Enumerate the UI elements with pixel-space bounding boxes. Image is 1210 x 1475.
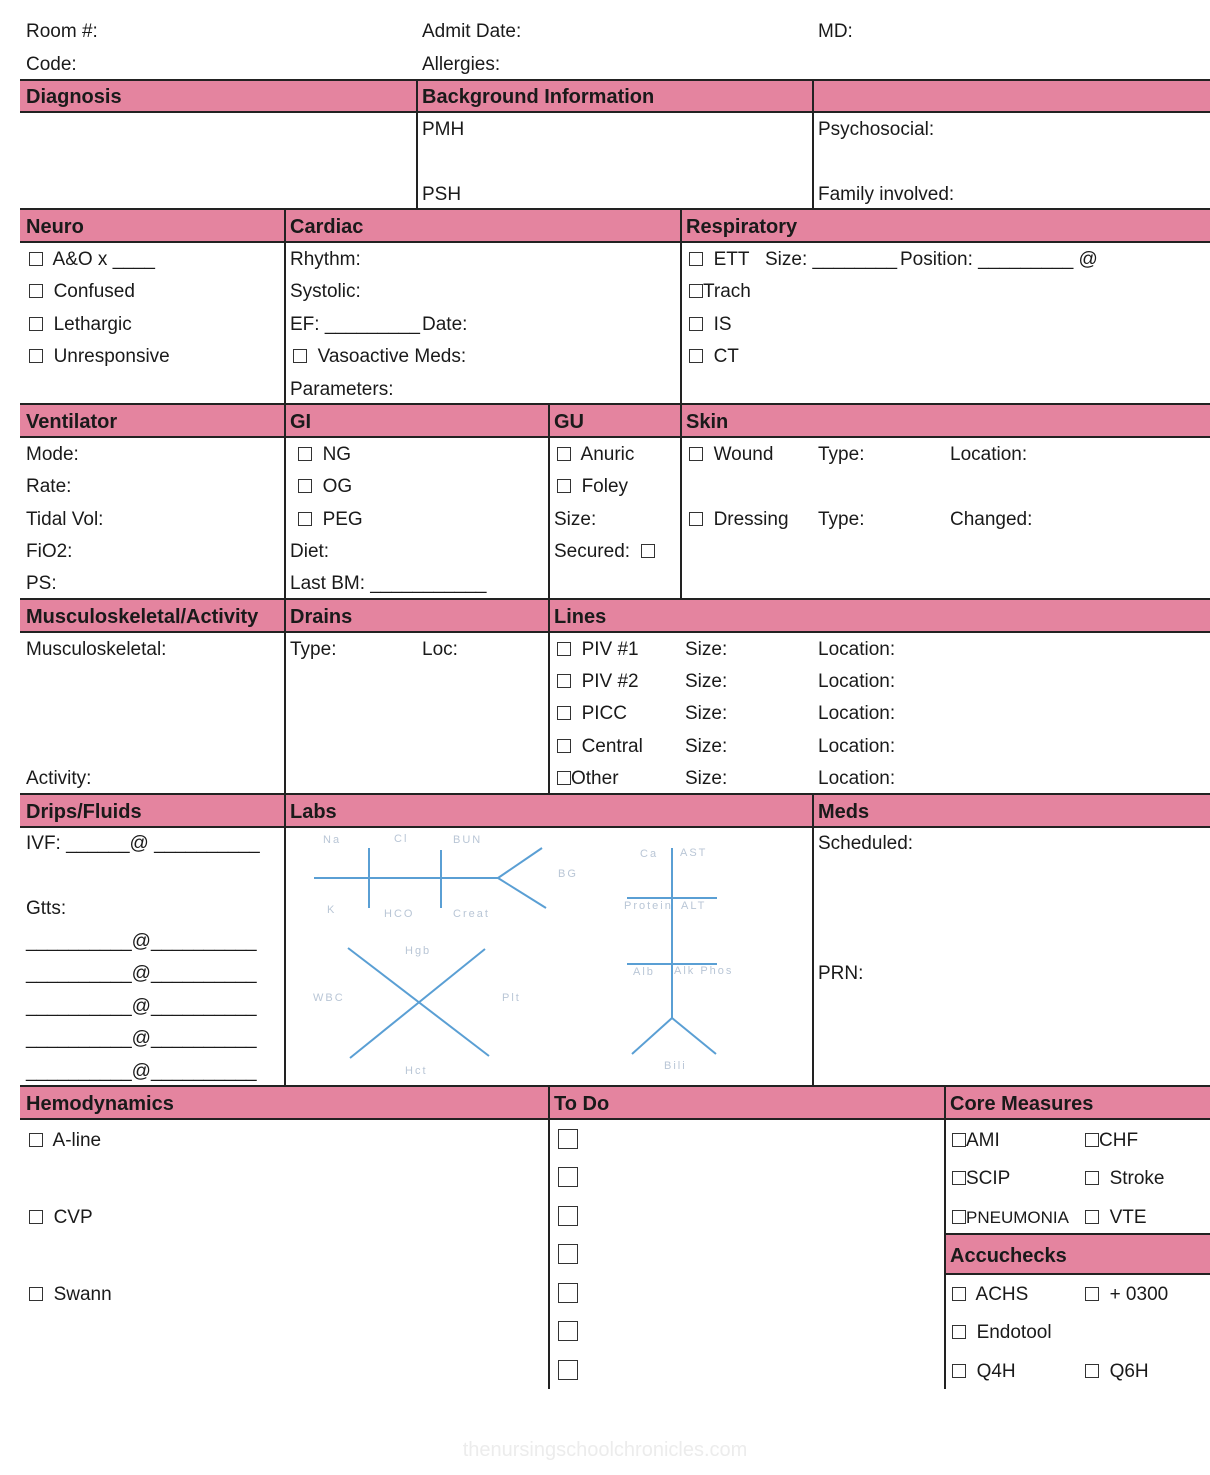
bmp-arm [498, 878, 546, 908]
checkbox[interactable] [557, 674, 571, 688]
lab-alt: ALT [681, 900, 707, 912]
anuric-item[interactable]: Anuric [557, 444, 634, 466]
gtts-line: __________@__________ [26, 963, 257, 984]
checkbox[interactable] [298, 479, 312, 493]
lab-alb: Alb [633, 966, 655, 978]
divider [812, 80, 814, 209]
heading-skin: Skin [686, 411, 729, 433]
gtts-label: Gtts: [26, 898, 67, 919]
heading-drips: Drips/Fluids [26, 801, 142, 823]
lab-hco3: HCO [384, 908, 415, 920]
room-label: Room #: [26, 21, 98, 42]
dressing-type-label: Type: [818, 509, 865, 530]
systolic-label: Systolic: [290, 281, 361, 302]
vent-fio2: FiO2: [26, 541, 73, 562]
heading-todo: To Do [554, 1093, 610, 1115]
lft-line [632, 1018, 672, 1054]
heading-musculoskeletal: Musculoskeletal/Activity [26, 606, 259, 628]
checkbox[interactable] [689, 349, 703, 363]
checkbox[interactable] [298, 447, 312, 461]
checkbox[interactable] [557, 479, 571, 493]
rhythm-label: Rhythm: [290, 249, 361, 270]
lab-plt: Plt [502, 992, 521, 1004]
lab-ca: Ca [640, 848, 659, 860]
neuro-item[interactable]: Unresponsive [29, 346, 170, 368]
lab-k: K [327, 904, 337, 916]
last-bm-label: Last BM: ___________ [290, 573, 487, 594]
lab-bili: Bili [664, 1060, 687, 1072]
parameters-label: Parameters: [290, 379, 394, 400]
checkbox[interactable] [29, 317, 43, 331]
line-item[interactable]: Other [557, 768, 619, 790]
ett-item[interactable]: ETT [689, 249, 749, 271]
line-size: Size: [685, 768, 728, 789]
checkbox[interactable] [689, 284, 703, 298]
line-size: Size: [685, 736, 728, 757]
lab-na: Na [323, 834, 342, 846]
gtts-line: __________@__________ [26, 996, 257, 1017]
line-location: Location: [818, 703, 896, 724]
checkbox[interactable] [557, 771, 571, 785]
heading-gu: GU [554, 411, 584, 433]
divider [680, 210, 682, 600]
drain-loc-label: Loc: [422, 639, 458, 660]
gu-secured[interactable]: Secured: [554, 541, 655, 563]
lab-wbc: WBC [313, 992, 345, 1004]
checkbox[interactable] [952, 1133, 966, 1147]
rule [20, 436, 1210, 438]
musculoskeletal-label: Musculoskeletal: [26, 639, 167, 660]
stroke-item[interactable]: Stroke [1085, 1168, 1164, 1190]
checkbox[interactable] [29, 284, 43, 298]
dressing-changed-label: Changed: [950, 509, 1033, 530]
allergies-label: Allergies: [422, 54, 501, 75]
divider [284, 210, 286, 600]
line-size: Size: [685, 703, 728, 724]
md-label: MD: [818, 21, 853, 42]
line-size: Size: [685, 671, 728, 692]
lab-alkphos: Alk Phos [674, 965, 734, 977]
checkbox[interactable] [293, 349, 307, 363]
todo-checkbox[interactable] [558, 1283, 578, 1303]
og-item[interactable]: OG [298, 476, 352, 498]
swann-item[interactable]: Swann [29, 1284, 112, 1306]
footer-watermark: thenursingschoolchronicles.com [462, 1439, 748, 1461]
vasoactive-item[interactable]: Vasoactive Meds: [293, 346, 466, 368]
ef-date-label: Date: [422, 314, 468, 335]
header-band-5 [20, 795, 1210, 827]
rule [20, 241, 1210, 243]
gu-size-label: Size: [554, 509, 597, 530]
line-size: Size: [685, 639, 728, 660]
heading-cardiac: Cardiac [290, 216, 364, 238]
vent-ps: PS: [26, 573, 57, 594]
divider [548, 1087, 550, 1389]
todo-checkbox[interactable] [558, 1206, 578, 1226]
q4h-item[interactable]: Q4H [952, 1361, 1016, 1383]
rule [20, 598, 1210, 600]
checkbox[interactable] [29, 252, 43, 266]
trach-item[interactable]: Trach [689, 281, 751, 303]
vte-item[interactable]: VTE [1085, 1207, 1147, 1229]
todo-checkbox[interactable] [558, 1167, 578, 1187]
checkbox[interactable] [952, 1210, 966, 1224]
gtts-line: __________@__________ [26, 1061, 257, 1082]
wound-item[interactable]: Wound [689, 444, 773, 466]
dressing-item[interactable]: Dressing [689, 509, 789, 531]
checkbox[interactable] [1085, 1364, 1099, 1378]
checkbox[interactable] [1085, 1210, 1099, 1224]
psychosocial-label: Psychosocial: [818, 119, 935, 140]
endotool-item[interactable]: Endotool [952, 1322, 1052, 1344]
vent-rate: Rate: [26, 476, 72, 497]
wound-type-label: Type: [818, 444, 865, 465]
plus0300-item[interactable]: + 0300 [1085, 1284, 1168, 1306]
rule [20, 111, 1210, 113]
chf-item[interactable]: CHF [1085, 1130, 1138, 1152]
lab-protein: Protein [624, 900, 673, 912]
todo-checkbox[interactable] [558, 1244, 578, 1264]
foley-item[interactable]: Foley [557, 476, 628, 498]
prn-label: PRN: [818, 963, 864, 984]
neuro-item[interactable]: Lethargic [29, 314, 132, 336]
family-label: Family involved: [818, 184, 955, 205]
heading-lines: Lines [554, 606, 607, 628]
lab-bun: BUN [453, 834, 483, 846]
checkbox[interactable] [952, 1325, 966, 1339]
rule [20, 1085, 1210, 1087]
heading-labs: Labs [290, 801, 337, 823]
pneumonia-item[interactable]: PNEUMONIA [952, 1207, 1069, 1229]
cvp-item[interactable]: CVP [29, 1207, 93, 1229]
checkbox[interactable] [29, 1133, 43, 1147]
heading-accuchecks: Accuchecks [950, 1245, 1067, 1267]
achs-item[interactable]: ACHS [952, 1284, 1028, 1306]
lab-ast: AST [680, 847, 708, 859]
ett-size-label: Size: ________ [765, 249, 898, 270]
checkbox[interactable] [1085, 1171, 1099, 1185]
vent-tidal: Tidal Vol: [26, 509, 104, 530]
psh-label: PSH [422, 184, 462, 205]
todo-checkbox[interactable] [558, 1129, 578, 1149]
line-item[interactable]: PIV #1 [557, 639, 639, 661]
lab-bg: BG [558, 868, 578, 880]
header-band-3 [20, 405, 1210, 437]
checkbox[interactable] [1085, 1287, 1099, 1301]
gtts-line: __________@__________ [26, 931, 257, 952]
todo-checkbox[interactable] [558, 1360, 578, 1380]
line-location: Location: [818, 736, 896, 757]
todo-checkbox[interactable] [558, 1321, 578, 1341]
neuro-item[interactable]: Confused [29, 281, 135, 303]
heading-background: Background Information [422, 86, 655, 108]
ct-item[interactable]: CT [689, 346, 739, 368]
checkbox[interactable] [1085, 1133, 1099, 1147]
lab-fishbone-diagrams [286, 828, 811, 1084]
neuro-item[interactable]: A&O x ____ [29, 249, 155, 271]
checkbox[interactable] [689, 447, 703, 461]
checkbox[interactable] [29, 349, 43, 363]
lab-creat: Creat [453, 908, 490, 920]
ef-label: EF: _________ [290, 314, 420, 335]
ivf-label: IVF: ______@ __________ [26, 833, 260, 854]
rule [20, 79, 1210, 81]
rule [20, 208, 1210, 210]
code-label: Code: [26, 54, 77, 75]
checkbox[interactable] [29, 1287, 43, 1301]
gtts-line: __________@__________ [26, 1028, 257, 1049]
lab-hct: Hct [405, 1065, 428, 1077]
ami-item[interactable]: AMI [952, 1130, 1000, 1152]
checkbox[interactable] [557, 447, 571, 461]
line-item[interactable]: PIV #2 [557, 671, 639, 693]
heading-diagnosis: Diagnosis [26, 86, 122, 108]
heading-hemodynamics: Hemodynamics [26, 1093, 174, 1115]
rule [20, 1118, 1210, 1120]
divider [548, 405, 550, 795]
rule [20, 793, 1210, 795]
divider [416, 80, 418, 209]
lab-cl: Cl [394, 833, 409, 845]
rule [945, 1273, 1210, 1275]
divider [812, 795, 814, 1087]
rule [20, 403, 1210, 405]
checkbox[interactable] [952, 1171, 966, 1185]
line-location: Location: [818, 671, 896, 692]
line-location: Location: [818, 639, 896, 660]
line-location: Location: [818, 768, 896, 789]
checkbox[interactable] [641, 544, 655, 558]
checkbox[interactable] [952, 1364, 966, 1378]
rule [20, 631, 1210, 633]
checkbox[interactable] [29, 1210, 43, 1224]
ng-item[interactable]: NG [298, 444, 351, 466]
is-item[interactable]: IS [689, 314, 732, 336]
pmh-label: PMH [422, 119, 465, 140]
q6h-item[interactable]: Q6H [1085, 1361, 1149, 1383]
drain-type-label: Type: [290, 639, 337, 660]
divider [944, 1087, 946, 1389]
scip-item[interactable]: SCIP [952, 1168, 1010, 1190]
diet-label: Diet: [290, 541, 330, 562]
rule [945, 1233, 1210, 1235]
lft-line [672, 1018, 716, 1054]
heading-ventilator: Ventilator [26, 411, 118, 433]
scheduled-label: Scheduled: [818, 833, 914, 854]
lab-hgb: Hgb [405, 945, 432, 957]
wound-location-label: Location: [950, 444, 1028, 465]
checkbox[interactable] [298, 512, 312, 526]
ett-position-label: Position: _________ @ [900, 249, 1098, 270]
activity-label: Activity: [26, 768, 92, 789]
heading-drains: Drains [290, 606, 353, 628]
heading-respiratory: Respiratory [686, 216, 798, 238]
heading-gi: GI [290, 411, 312, 433]
checkbox[interactable] [557, 706, 571, 720]
heading-core: Core Measures [950, 1093, 1094, 1115]
checkbox[interactable] [557, 739, 571, 753]
checkbox[interactable] [689, 512, 703, 526]
heading-neuro: Neuro [26, 216, 84, 238]
peg-item[interactable]: PEG [298, 509, 363, 531]
header-band-2 [20, 210, 1210, 242]
vent-mode: Mode: [26, 444, 79, 465]
admit-date-label: Admit Date: [422, 21, 522, 42]
checkbox[interactable] [557, 642, 571, 656]
line-item[interactable]: Central [557, 736, 643, 758]
line-item[interactable]: PICC [557, 703, 627, 725]
aline-item[interactable]: A-line [29, 1130, 101, 1152]
heading-meds: Meds [818, 801, 870, 823]
checkbox[interactable] [689, 252, 703, 266]
checkbox[interactable] [952, 1287, 966, 1301]
checkbox[interactable] [689, 317, 703, 331]
bmp-arm [498, 848, 542, 878]
